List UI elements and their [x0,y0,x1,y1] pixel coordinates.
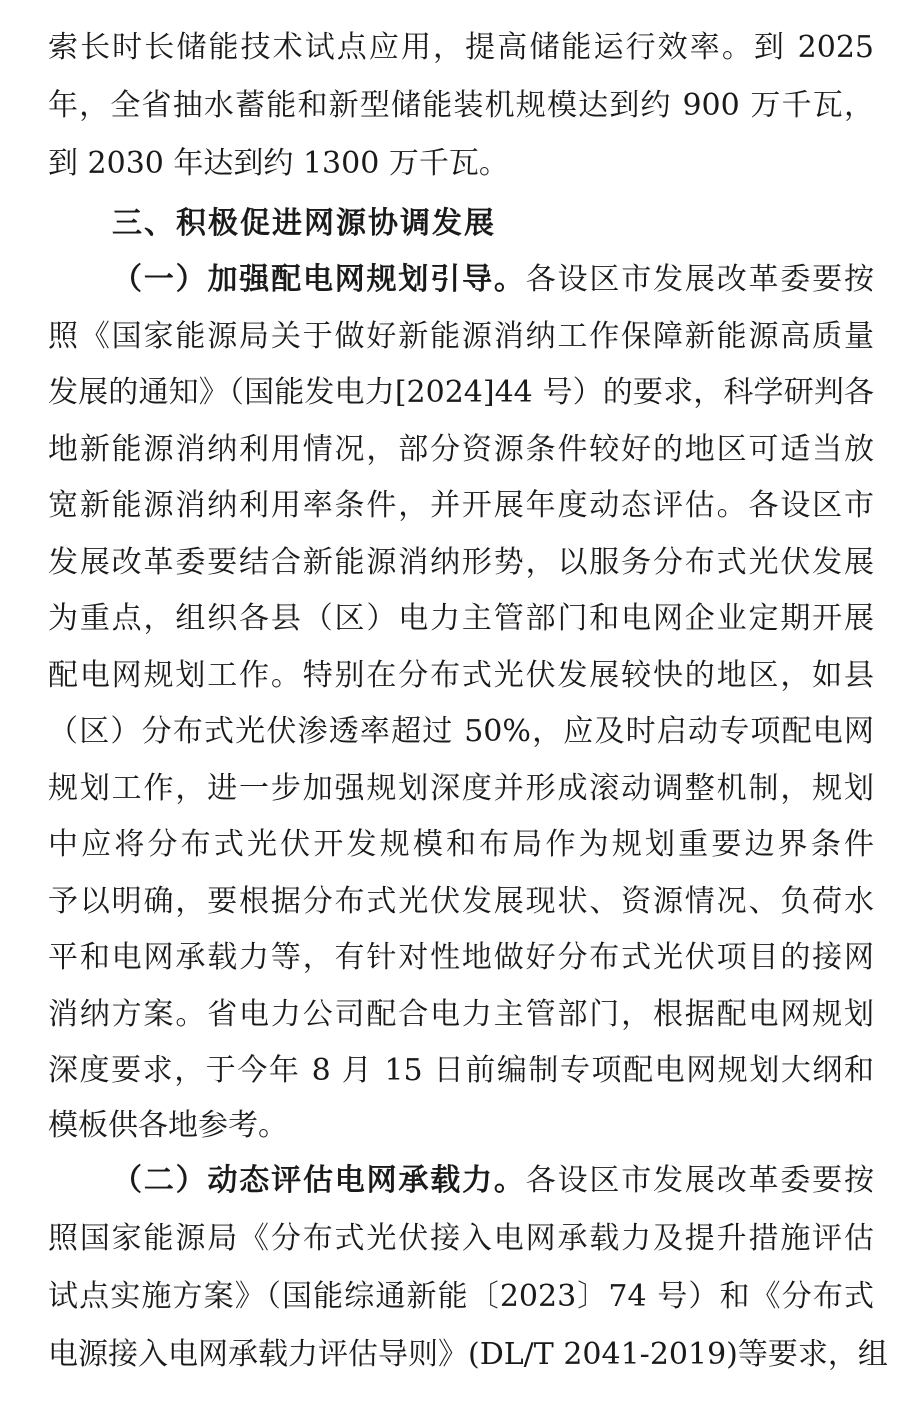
paragraph-lead-heading: （一）加强配电网规划引导。 [112,262,526,297]
text-line: 中应将分布式光伏开发规模和布局作为规划重要边界条件 [48,827,874,862]
text-line: 宽新能源消纳利用率条件，并开展年度动态评估。各设区市 [48,488,874,523]
text-line: 平和电网承载力等，有针对性地做好分布式光伏项目的接网 [48,940,874,975]
text-line: 发展的通知》（国能发电力[2024]44 号）的要求，科学研判各 [48,375,874,410]
paragraph-first-line [112,262,874,298]
text-line: 模板供各地参考。 [48,1108,288,1143]
text-line: 发展改革委要结合新能源消纳形势，以服务分布式光伏发展 [48,545,874,580]
text-line: （区）分布式光伏渗透率超过 50%，应及时启动专项配电网 [48,714,874,749]
text-line: 索长时长储能技术试点应用，提高储能运行效率。到 2025 [48,30,874,65]
section-heading: 三、积极促进网源协调发展 [112,206,496,241]
text-line: 消纳方案。省电力公司配合电力主管部门，根据配电网规划 [48,997,874,1032]
text-line: 为重点，组织各县（区）电力主管部门和电网企业定期开展 [48,601,874,636]
text-line: 电源接入电网承载力评估导则》(DL/T 2041-2019)等要求，组 [48,1337,888,1372]
text-span: 各设区市发展改革委要按 [525,262,875,297]
paragraph-first-line [112,1163,874,1199]
text-line: 予以明确，要根据分布式光伏发展现状、资源情况、负荷水 [48,884,874,919]
text-span: 各设区市发展改革委要按 [525,1163,875,1198]
text-line: 配电网规划工作。特别在分布式光伏发展较快的地区，如县 [48,658,874,693]
text-line: 深度要求，于今年 8 月 15 日前编制专项配电网规划大纲和 [48,1053,874,1088]
text-line: 照国家能源局《分布式光伏接入电网承载力及提升措施评估 [48,1221,874,1256]
text-line: 年，全省抽水蓄能和新型储能装机规模达到约 900 万千瓦， [48,88,874,123]
text-line: 照《国家能源局关于做好新能源消纳工作保障新能源高质量 [48,319,874,354]
paragraph-lead-heading: （二）动态评估电网承载力。 [112,1163,526,1198]
text-line: 地新能源消纳利用情况，部分资源条件较好的地区可适当放 [48,432,874,467]
text-line: 到 2030 年达到约 1300 万千瓦。 [48,146,509,181]
text-line: 规划工作，进一步加强规划深度并形成滚动调整机制，规划 [48,771,874,806]
text-line: 试点实施方案》（国能综通新能〔2023〕74 号）和《分布式 [48,1279,874,1314]
